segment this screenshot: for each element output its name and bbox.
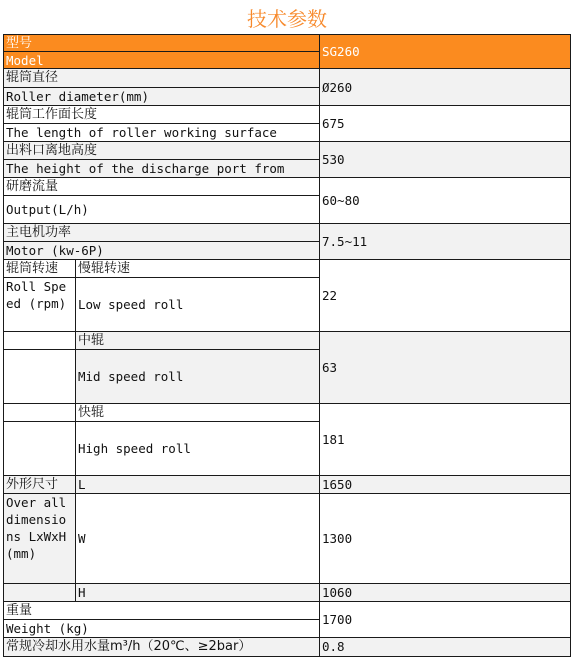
high-speed-blank-top xyxy=(3,403,76,422)
high-speed-value: 181 xyxy=(319,403,571,476)
dimension-l-label: L xyxy=(75,475,320,494)
mid-speed-blank-top xyxy=(3,331,76,350)
page-title: 技术参数 xyxy=(247,7,327,31)
weight-label-en: Weight (kg) xyxy=(3,619,320,638)
output-value: 60~80 xyxy=(319,177,571,224)
roller-diameter-label-zh: 辊筒直径 xyxy=(3,68,320,88)
working-length-label-zh: 辊筒工作面长度 xyxy=(3,105,320,124)
dimensions-label-zh: 外形尺寸 xyxy=(3,475,76,494)
motor-value: 7.5~11 xyxy=(319,223,571,260)
cooling-water-value: 0.8 xyxy=(319,637,571,657)
dimension-w-label: W xyxy=(75,493,320,584)
motor-label-en: Motor (kw-6P) xyxy=(3,241,320,260)
mid-speed-value: 63 xyxy=(319,331,571,404)
weight-label-zh: 重量 xyxy=(3,601,320,620)
output-label-zh: 研磨流量 xyxy=(3,177,320,196)
roll-speed-label-en: Roll Speed (rpm) xyxy=(3,277,76,332)
high-speed-label-en: High speed roll xyxy=(75,421,320,476)
mid-speed-label-en: Mid speed roll xyxy=(75,349,320,404)
dimension-h-label: H xyxy=(75,583,320,602)
weight-value: 1700 xyxy=(319,601,571,638)
mid-speed-label-zh: 中辊 xyxy=(75,331,320,350)
roller-diameter-value: Ø260 xyxy=(319,68,571,106)
output-label-en: Output(L/h) xyxy=(3,195,320,224)
dimensions-label-en: Over all dimensions LxWxH (mm) xyxy=(3,493,76,584)
model-value: SG260 xyxy=(319,34,571,69)
high-speed-blank-bottom xyxy=(3,421,76,476)
low-speed-value: 22 xyxy=(319,259,571,332)
dimension-h-value: 1060 xyxy=(319,583,571,602)
model-label-zh: 型号 xyxy=(3,34,320,52)
discharge-height-label-zh: 出料口离地高度 xyxy=(3,141,320,160)
discharge-height-label-en: The height of the discharge port from xyxy=(3,159,320,178)
model-label-en: Model xyxy=(3,51,320,69)
mid-speed-blank-bottom xyxy=(3,349,76,404)
high-speed-label-zh: 快辊 xyxy=(75,403,320,422)
cooling-water-label: 常规冷却水用水量m³/h（20℃、≥2bar） xyxy=(3,637,320,657)
low-speed-label-zh: 慢辊转速 xyxy=(75,259,320,278)
dimension-w-value: 1300 xyxy=(319,493,571,584)
roll-speed-label-zh: 辊筒转速 xyxy=(3,259,76,278)
spec-sheet xyxy=(3,0,571,662)
working-length-value: 675 xyxy=(319,105,571,142)
low-speed-label-en: Low speed roll xyxy=(75,277,320,332)
working-length-label-en: The length of roller working surface xyxy=(3,123,320,142)
roller-diameter-label-en: Roller diameter(mm) xyxy=(3,87,320,106)
discharge-height-value: 530 xyxy=(319,141,571,178)
dimension-h-blank xyxy=(3,583,76,602)
motor-label-zh: 主电机功率 xyxy=(3,223,320,242)
dimension-l-value: 1650 xyxy=(319,475,571,494)
